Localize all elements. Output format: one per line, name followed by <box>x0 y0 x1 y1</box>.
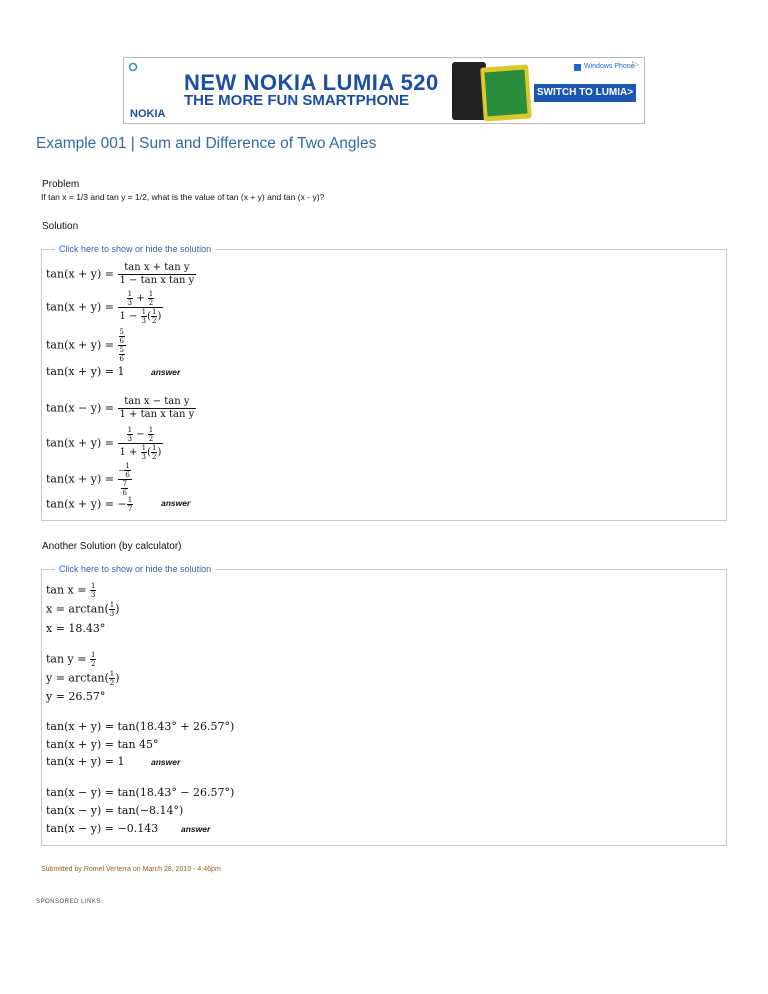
ad-close-icon[interactable]: ▷ <box>632 59 639 69</box>
another-solution-toggle-link[interactable]: Click here to show or hide the solution <box>55 564 215 574</box>
ad-headline: NEW NOKIA LUMIA 520 <box>184 70 439 95</box>
ad-info-icon[interactable] <box>128 62 138 72</box>
ad-phone-image-2 <box>480 64 532 121</box>
ad-cta-button[interactable]: SWITCH TO LUMIA> <box>534 84 636 102</box>
solution-label: Solution <box>42 221 79 232</box>
ad-brand-logo: NOKIA <box>130 108 166 120</box>
author-link[interactable]: Romel Verterra <box>83 866 131 873</box>
math-line: tan(x − y) = −0.143 <box>46 822 159 835</box>
math-line: tan(x − y) = tan(−8.14°) <box>46 804 184 817</box>
page-title[interactable]: Example 001 | Sum and Difference of Two Angles <box>36 135 377 152</box>
answer-label: answer <box>181 824 211 834</box>
math-line: tan(x − y) = $\frac{\text{tan x − tan y}}{\text{1 + tan x tan y}}$ <box>46 396 195 420</box>
math-line: tan(x + y) = $\frac{\frac{5}{6}}{\frac{5}{6}}$ <box>46 328 124 363</box>
ad-banner[interactable] <box>123 57 645 124</box>
math-line: tan(x + y) = $\frac{\text{tan x + tan y}}{\text{1 − tan x tan y}}$ <box>46 262 195 286</box>
math-line: tan(x + y) = tan 45° <box>46 738 159 751</box>
math-line: tan y = $\frac{1}{2}$ <box>46 651 96 668</box>
answer-label: answer <box>151 757 181 767</box>
math-line: tan x = $\frac{1}{3}$ <box>46 582 96 599</box>
ad-platform: Windows Phone <box>584 63 635 70</box>
math-result: tan(x + y) = 1 <box>46 365 125 378</box>
submitted-by: Submitted by Romel Verterra on March 28, 2010 - 4:46pm <box>41 866 221 873</box>
math-line: y = 26.57° <box>46 690 106 703</box>
solution-toggle-link[interactable]: Click here to show or hide the solution <box>55 244 215 254</box>
math-result: tan(x + y) = − $\frac{1}{7}$ <box>46 496 133 513</box>
math-line: x = 18.43° <box>46 622 106 635</box>
answer-label: answer <box>161 498 191 508</box>
answer-label: answer <box>151 367 181 377</box>
math-line: tan(x − y) = tan(18.43° − 26.57°) <box>46 786 235 799</box>
sponsored-links-heading: SPONSORED LINKS <box>36 899 101 905</box>
math-line: tan(x + y) = $\frac{1}{3}$ + $\frac{1}{2}$ 1 − $\frac{1}{3}$ ( $\frac{1}{2}$ ) <box>46 290 162 325</box>
math-line: tan(x + y) = tan(18.43° + 26.57°) <box>46 720 235 733</box>
math-line: tan(x + y) = 1 <box>46 755 125 768</box>
math-line: x = arctan( $\frac{1}{3}$ ) <box>46 601 120 618</box>
windows-icon <box>574 64 581 71</box>
another-solution-label: Another Solution (by calculator) <box>42 541 182 552</box>
math-line: tan(x + y) = − $\frac{1}{6}$ $\frac{7}{6}$ <box>46 462 130 497</box>
problem-label: Problem <box>42 179 80 190</box>
problem-text: If tan x = 1/3 and tan y = 1/2, what is the value of tan (x + y) and tan (x - y)? <box>41 192 325 202</box>
math-line: y = arctan( $\frac{1}{2}$ ) <box>46 670 120 687</box>
math-line: tan(x + y) = $\frac{1}{3}$ − $\frac{1}{2}$ 1 + $\frac{1}{3}$ ( $\frac{1}{2}$ ) <box>46 426 162 461</box>
ad-subheadline: THE MORE FUN SMARTPHONE <box>184 92 409 109</box>
